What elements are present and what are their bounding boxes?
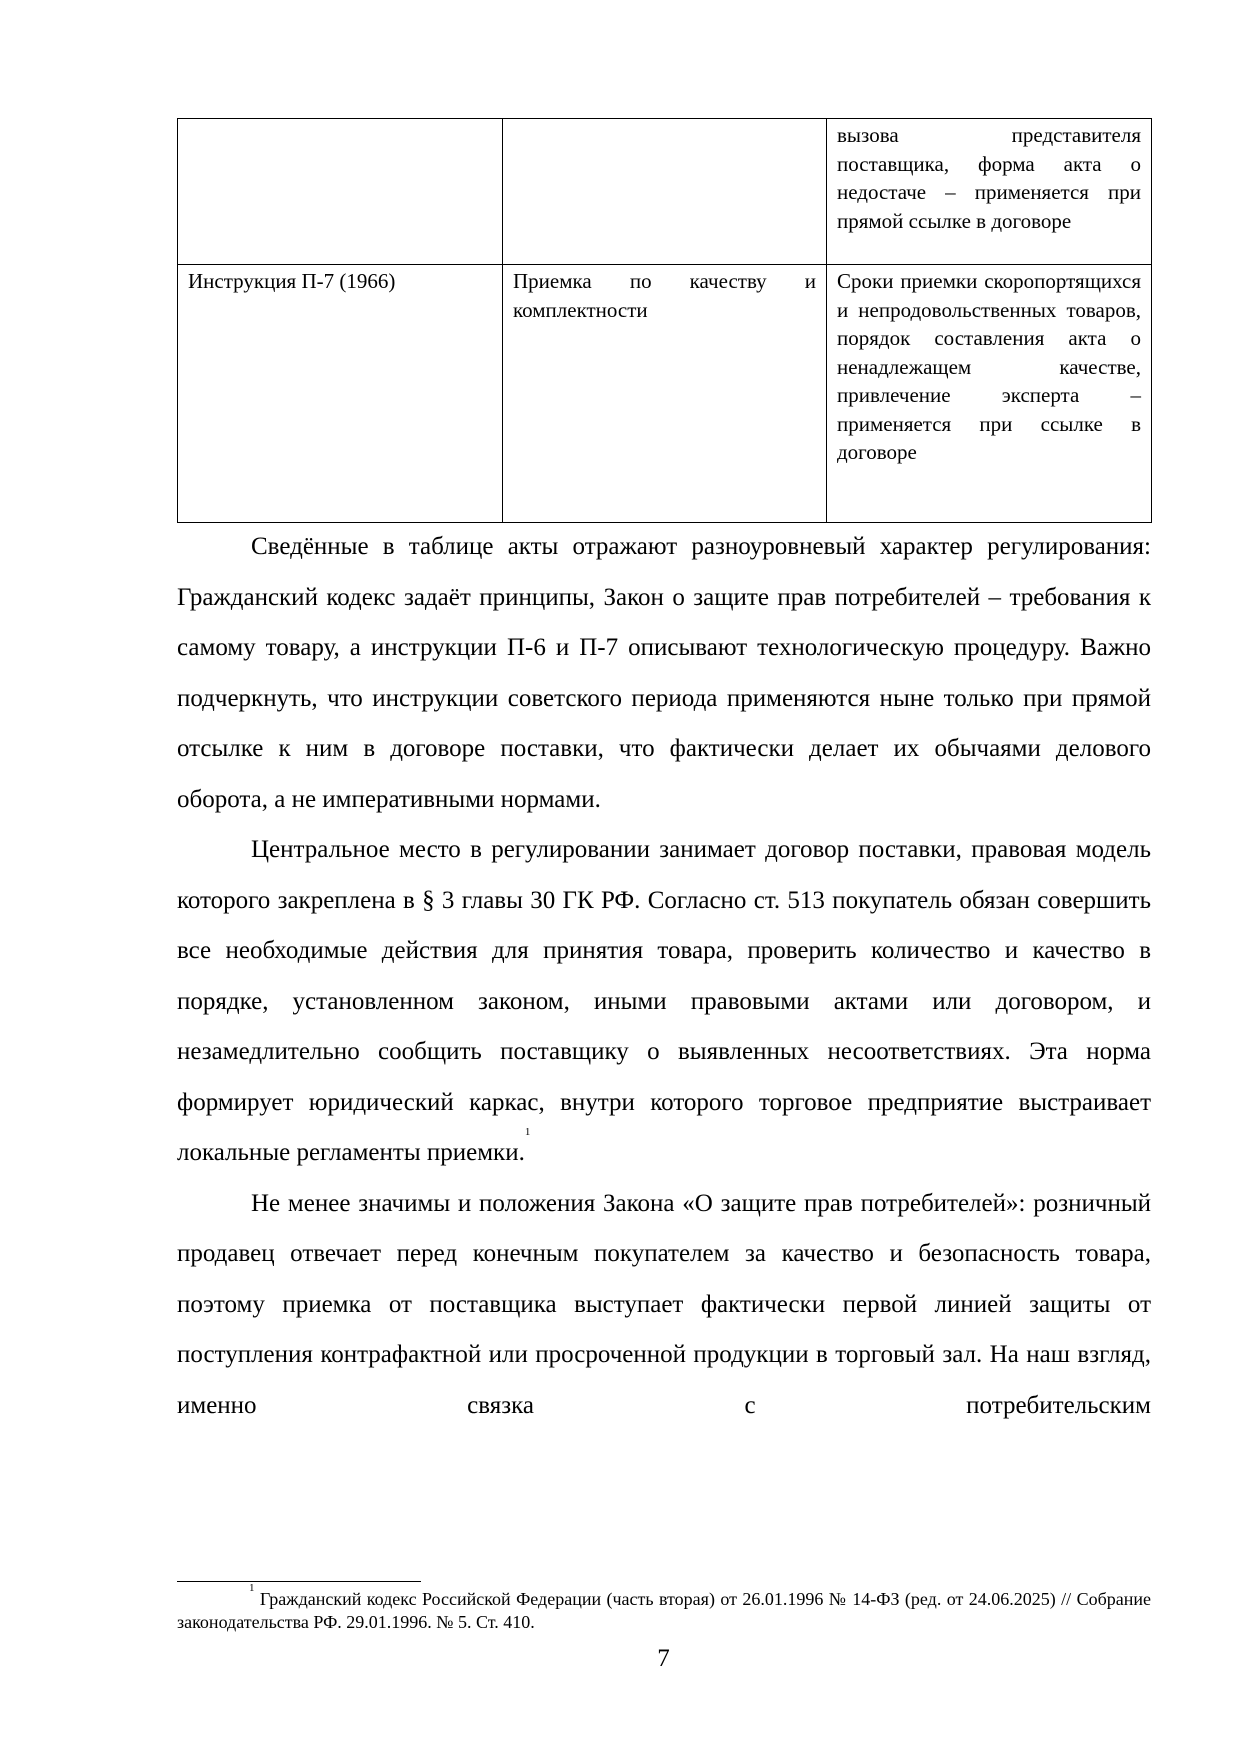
footnote-separator	[177, 1581, 421, 1582]
paragraph: Не менее значимы и положения Закона «О защите прав потребителей»: розничный продавец отвечает перед конечным покупателем за качество и безопасность товара, поэтому приемка от поставщика выступает фактически первой линией защиты от поступления контрафактной или просроченной продукции в торговый зал. На наш взгляд, именно связка с потребительским	[177, 1189, 1151, 1419]
table-row	[178, 265, 1152, 523]
footnote	[177, 1582, 1152, 1634]
footnote-text: Гражданский кодекс Российской Федерации (часть вторая) от 26.01.1996 № 14-ФЗ (ред. от 24.06.2025) // Собрание законодательства РФ. 29.01.1996. № 5. Ст. 410.	[177, 1589, 1152, 1632]
body-text	[177, 522, 1151, 1431]
regulations-table	[177, 118, 1152, 523]
table-cell	[178, 119, 503, 265]
table-cell: Приемка по качеству и комплектности	[503, 265, 827, 523]
table-cell: Сроки приемки скоропортящихся и непродовольственных товаров, порядок составления акта о ненадлежащем качестве, привлечение эксперта – применяется при ссылке в договоре	[827, 265, 1152, 523]
footnote-reference[interactable]: 1	[524, 1126, 531, 1138]
page-number: 7	[657, 1645, 670, 1672]
paragraph: Сведённые в таблице акты отражают разноуровневый характер регулирования: Гражданский кодекс задаёт принципы, Закон о защите прав потребителей – требования к самому товару, а инструкции П-6 и П-7 описывают технологическую процедуру. Важно подчеркнуть, что инструкции советского периода применяются ныне только при прямой отсылке к ним в договоре поставки, что фактически делает их обычаями делового оборота, а не императивными нормами.	[177, 533, 1151, 813]
table-cell: вызова представителя поставщика, форма акта о недостаче – применяется при прямой ссылке в договоре	[827, 119, 1152, 265]
table-cell	[503, 119, 827, 265]
table-row	[178, 119, 1152, 265]
paragraph-text: Центральное место в регулировании занимает договор поставки, правовая модель которого закреплена в § 3 главы 30 ГК РФ. Согласно ст. 513 покупатель обязан совершить все необходимые действия для принятия товара, проверить количество и качество в порядке, установленном законом, иными правовыми актами или договором, и незамедлительно сообщить поставщику о выявленных несоответствиях. Эта норма формирует юридический каркас, внутри которого торговое предприятие выстраивает локальные регламенты приемки.	[177, 836, 1151, 1166]
table-cell: Инструкция П-7 (1966)	[178, 265, 503, 523]
footnote-marker: 1	[249, 1582, 255, 1594]
paragraph	[177, 825, 1151, 1179]
